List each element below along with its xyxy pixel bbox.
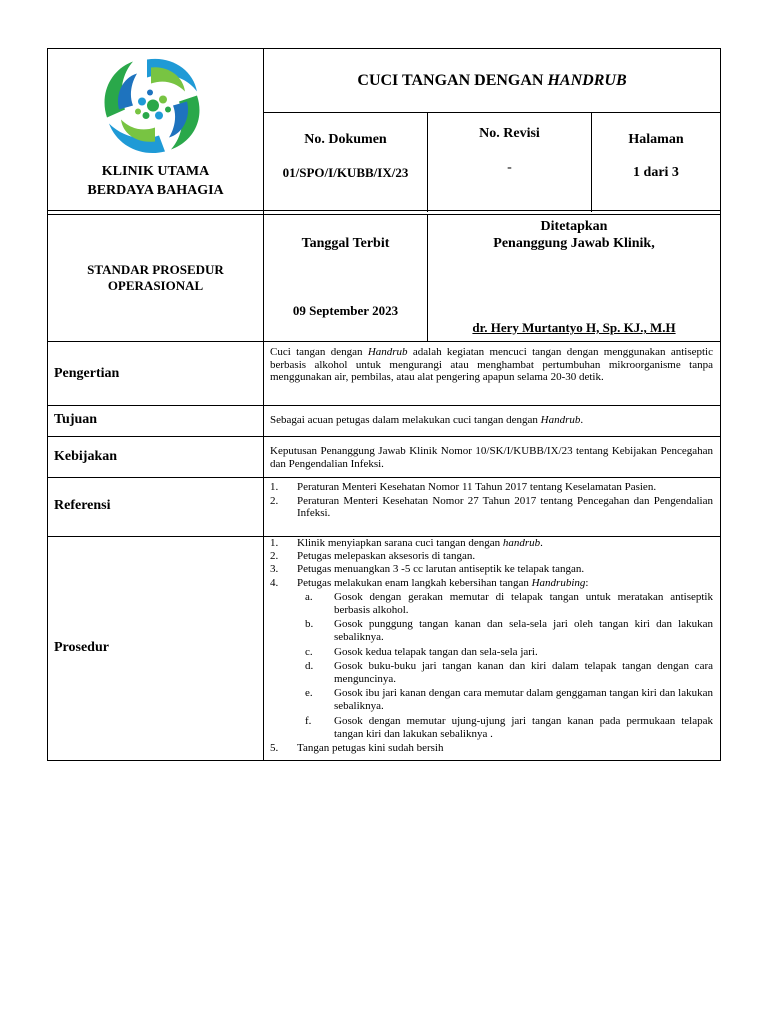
pengertian-text-b: adalah kegiatan mencuci tangan dengan menggunakan antiseptic berbasis alkohol untuk mengurangi atau menghambat pertumbuhan mikroorganisme tanpa menggunakan air, pembilas, atau alat pengering apapun selama 20-30 detik. (270, 346, 713, 384)
list-item (270, 495, 713, 520)
list-item (270, 563, 713, 576)
pengertian-text-italic: Handrub (367, 346, 408, 358)
sub-list-item (270, 687, 713, 713)
doc-number-value: 01/SPO/I/KUBB/IX/23 (282, 165, 409, 180)
clinic-logo (96, 54, 210, 157)
sub-list-letter: e. (305, 687, 313, 700)
sub-list-item (270, 646, 713, 659)
pengertian-text-a: Cuci tangan dengan (270, 346, 368, 358)
page-value: 1 dari 3 (633, 165, 679, 180)
approved-role: Penanggung Jawab Klinik, (493, 236, 655, 251)
list-item-number: 2. (270, 494, 279, 507)
issue-date-value: 09 September 2023 (292, 303, 399, 318)
tujuan-text (270, 414, 713, 427)
approved-label: Ditetapkan (540, 219, 608, 234)
list-item (270, 481, 713, 494)
list-item (270, 537, 713, 550)
approved-name: dr. Hery Murtantyo H, Sp. KJ., M.H (472, 320, 676, 335)
tujuan-text-a: Sebagai acuan petugas dalam melakukan cuci tangan dengan (270, 414, 541, 426)
list-item-number: 2. (270, 550, 279, 563)
list-item-text: Petugas melepaskan aksesoris di tangan. (297, 550, 476, 563)
sub-list-letter: c. (305, 645, 313, 658)
doc-number-label: No. Dokumen (304, 132, 387, 147)
list-item-text: Petugas menuangkan 3 -5 cc larutan antiseptik ke telapak tangan. (297, 563, 585, 576)
list-item-text: Tangan petugas kini sudah bersih (297, 742, 444, 755)
item4-text-italic: Handrubing (531, 576, 586, 589)
sub-list-text: Gosok kedua telapak tangan dan sela-sela jari. (334, 645, 538, 658)
list-item (270, 742, 713, 755)
sub-list-text: Gosok ibu jari kanan dengan cara memutar dalam genggaman tangan kiri dan lakukan sebaliknya. (334, 687, 713, 713)
tujuan-text-b: . (580, 414, 584, 426)
document-title (264, 72, 720, 90)
sop-title (48, 262, 263, 294)
sub-list-item (270, 591, 713, 617)
page-label: Halaman (628, 132, 684, 147)
item4-text-a: Petugas melakukan enam langkah kebersihan tangan (297, 576, 532, 589)
list-item-number: 5. (270, 742, 279, 755)
pengertian-text (270, 346, 713, 384)
list-item-number: 1. (270, 481, 279, 493)
sub-list-text: Gosok dengan memutar ujung-ujung jari tangan kanan pada permukaan telapak tangan kiri dan lakukan sebaliknya . (334, 714, 713, 740)
sub-list-text: Gosok buku-buku jari tangan kanan dan kiri dalam telapak tangan dengan cara menguncinya. (334, 659, 713, 686)
list-item-number: 3. (270, 563, 279, 576)
label-tujuan: Tujuan (54, 412, 98, 427)
sub-list-item (270, 660, 713, 686)
clinic-name-line1: KLINIK UTAMA (101, 164, 210, 179)
clinic-name (48, 162, 263, 200)
sub-list-text: Gosok dengan gerakan memutar di telapak tangan untuk meratakan antiseptik berbasis alkohol. (334, 590, 713, 617)
label-pengertian: Pengertian (54, 366, 120, 381)
list-item-number: 4. (270, 576, 279, 589)
referensi-list (270, 481, 713, 520)
sub-list-item (270, 618, 713, 644)
label-referensi: Referensi (54, 498, 111, 513)
list-item (270, 577, 713, 590)
list-item-text (297, 577, 713, 590)
issue-date-label: Tanggal Terbit (301, 236, 390, 251)
sop-title-line1: STANDAR PROSEDUR (87, 262, 224, 277)
sub-list-letter: b. (305, 618, 314, 631)
list-item-text (297, 537, 713, 550)
item4-text-b: : (585, 576, 589, 589)
list-item-text: Peraturan Menteri Kesehatan Nomor 11 Tahun 2017 tentang Keselamatan Pasien. (297, 481, 657, 493)
title-italic: HANDRUB (547, 72, 627, 89)
list-item (270, 550, 713, 563)
clinic-name-line2: BERDAYA BAHAGIA (87, 183, 224, 198)
sub-list-text: Gosok punggung tangan kanan dan sela-sela jari oleh tangan kiri dan lakukan sebaliknya. (334, 618, 713, 644)
sub-list-letter: d. (305, 659, 314, 672)
sub-list-letter: f. (305, 714, 312, 727)
revision-label: No. Revisi (479, 126, 540, 141)
item1-text-a: Klinik menyiapkan sarana cuci tangan dengan (297, 537, 503, 549)
title-prefix: CUCI TANGAN DENGAN (357, 72, 548, 89)
label-kebijakan: Kebijakan (54, 449, 118, 464)
tujuan-text-italic: Handrub (540, 414, 581, 426)
sub-list-item (270, 715, 713, 741)
sop-title-line2: OPERASIONAL (107, 278, 204, 293)
list-item-number: 1. (270, 537, 279, 549)
item1-text-italic: handrub (502, 537, 541, 549)
label-prosedur: Prosedur (54, 640, 109, 655)
kebijakan-text: Keputusan Penanggung Jawab Klinik Nomor 10/SK/I/KUBB/IX/23 tentang Kebijakan Pencegahan dan Pengendalian Infeksi. (270, 445, 713, 470)
list-item-text: Peraturan Menteri Kesehatan Nomor 27 Tahun 2017 tentang Pencegahan dan Pengendalian Infeksi. (297, 494, 713, 520)
revision-value: - (507, 160, 512, 175)
sub-list-letter: a. (305, 590, 313, 603)
prosedur-list (270, 537, 713, 755)
item1-text-b: . (540, 537, 543, 549)
